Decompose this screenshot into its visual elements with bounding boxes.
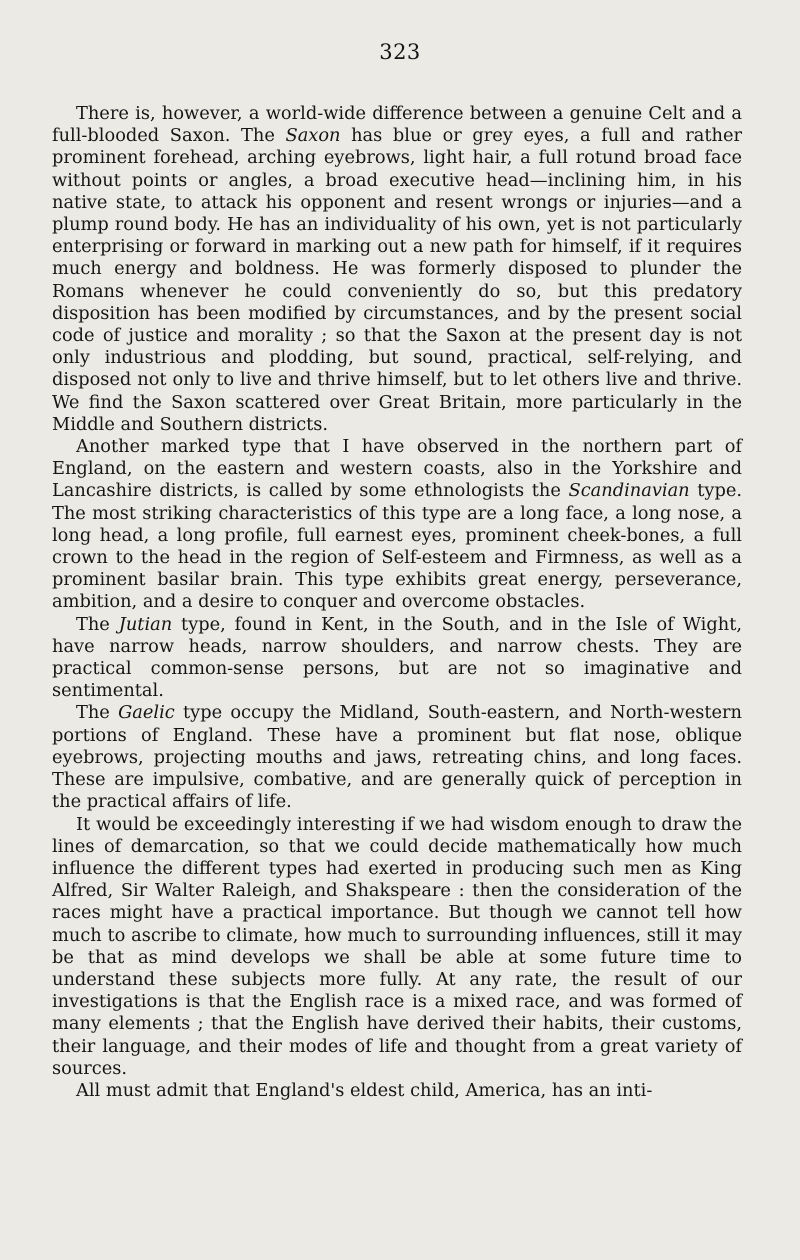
text-run: type. The most striking characteristics of this type are a long face, a long nose, a long head, a long profile, full earnest eyes, prominent cheek-bones, a full crown to the head in the region of Self-esteem and Firmness, as well as a prominent basilar brain. This type exhibits great energy, perseverance, ambition, and a desire to conquer and overcome obstacles. — [52, 480, 742, 613]
text-run: Another marked type that I have observed in the northern part of England, on the eastern and western coasts, also in the Yorkshire and Lancashire districts, is called by some ethnologists the — [52, 436, 742, 502]
italic-term: Jutian — [118, 613, 173, 635]
paragraph-3 — [52, 614, 742, 703]
text-run: It would be exceedingly interesting if we had wisdom enough to draw the lines of demarcation, so that we could decide mathematically how much influence the different types had exerted in producing such men as King Alfred, Sir Walter Raleigh, and Shakspeare : then the consideration of the races might have a practical importance. But though we cannot tell how much to ascribe to climate, how much to surrounding influences, still it may be that as mind develops we shall be able at some future time to understand these subjects more fully. At any rate, the result of our investigations is that the English race is a mixed race, and was formed of many elements ; that the English have derived their habits, their customs, their language, and their modes of life and thought from a great variety of sources. — [52, 813, 742, 1079]
paragraph-5 — [52, 814, 742, 1080]
text-run: There is, however, a world-wide difference between a genuine Celt and a full-blooded Saxon. The — [52, 103, 742, 147]
body-text — [52, 103, 742, 1102]
text-run: has blue or grey eyes, a full and rather prominent forehead, arching eyebrows, light hair, a full rotund broad face without points or angles, a broad executive head—inclining him, in his native state, to attack his opponent and resent wrongs or injuries—and a plump round body. He has an individuality of his own, yet is not particularly enterprising or forward in marking out a new path for himself, if it requires much energy and boldness. He was formerly disposed to plunder the Romans whenever he could conveniently do so, but this predatory disposition has been modified by circumstances, and by the present social code of justice and morality ; so that the Saxon at the present day is not only industrious and plodding, but sound, practical, self-relying, and disposed not only to live and thrive himself, but to let others live and thrive. We find the Saxon scattered over Great Britain, more particularly in the Middle and Southern districts. — [52, 125, 743, 435]
text-run: type, found in Kent, in the South, and in the Isle of Wight, have narrow heads, narrow shoulders, and narrow chests. They are practical common-sense persons, but are not so imaginative and sentimental. — [52, 613, 742, 702]
page-number: 323 — [379, 40, 421, 64]
text-run: The — [76, 613, 119, 635]
paragraph-6 — [52, 1080, 742, 1102]
paragraph-1 — [52, 103, 742, 436]
italic-term: Saxon — [285, 125, 341, 147]
paragraph-2 — [52, 436, 742, 614]
paragraph-4 — [52, 702, 742, 813]
text-run: type occupy the Midland, South-eastern, and North-western portions of England. These have a prominent but flat nose, oblique eyebrows, projecting mouths and jaws, retreating chins, and long faces. These are impulsive, combative, and are generally quick of perception in the practical affairs of life. — [52, 702, 742, 813]
text-run: All must admit that England's eldest child, America, has an inti- — [76, 1079, 653, 1101]
italic-term: Gaelic — [118, 702, 175, 724]
italic-term: Scandinavian — [568, 480, 690, 502]
text-run: The — [76, 702, 119, 724]
